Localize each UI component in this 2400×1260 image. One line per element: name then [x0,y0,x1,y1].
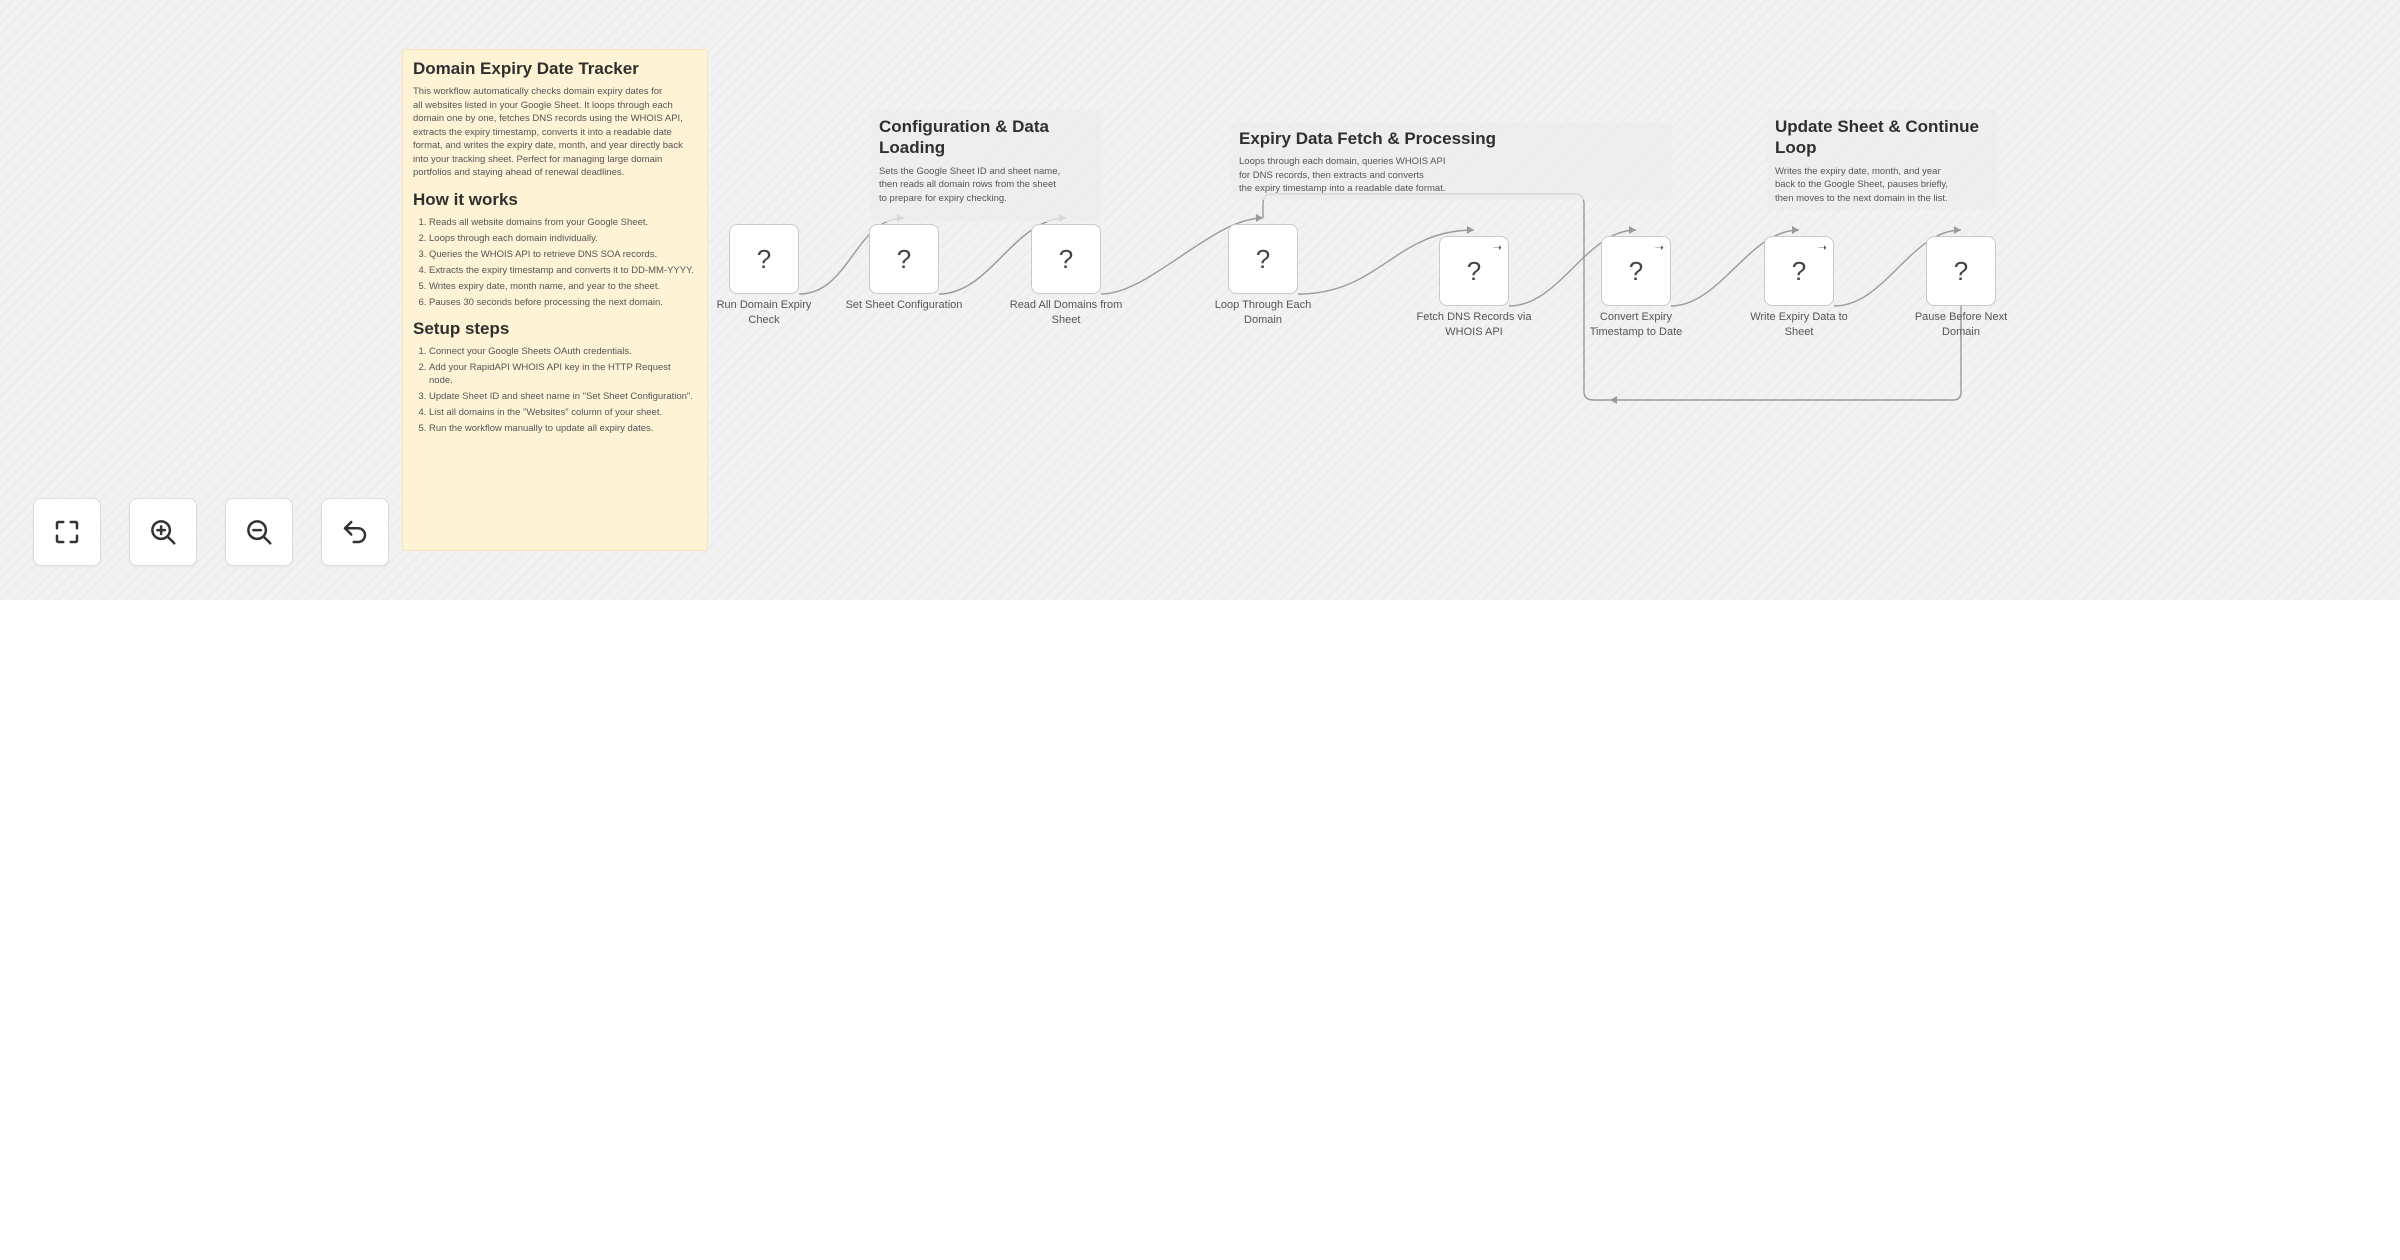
zoom-in-icon [148,517,178,547]
sticky-description: Loops through each domain, queries WHOIS API for DNS records, then extracts and converts the expiry timestamp into a readable date format. [1239,156,1446,195]
edge-arrowhead [1467,226,1474,234]
edge-arrowhead [1792,226,1799,234]
zoom-out-button[interactable] [225,498,293,566]
unknown-node-icon: ? [1466,256,1482,286]
node-label-text: Set Sheet Configuration [845,299,963,311]
node-label-text: Write Expiry Data to Sheet [1750,311,1848,338]
node-label [1193,298,1333,328]
sticky-title: Update Sheet & Continue Loop [1775,117,1980,158]
list-item: 1. Connect your Google Sheets OAuth credentials. [429,345,697,358]
list-item: 5. Run the workflow manually to update all expiry dates. [429,422,697,435]
unknown-node-icon: ? [1791,256,1807,286]
edge-arrowhead [1256,214,1263,222]
node-loop-through-each-domain[interactable] [1228,224,1298,294]
workflow-canvas[interactable] [0,0,2400,600]
node-write-expiry-data[interactable] [1764,236,1834,306]
fullscreen-icon [52,517,82,547]
list-item: 4. Extracts the expiry timestamp and converts it to DD-MM-YYYY. [429,264,697,277]
list-item: 6. Pauses 30 seconds before processing the next domain. [429,296,697,309]
node-label [1729,310,1869,340]
node-fetch-dns-records[interactable] [1439,236,1509,306]
unknown-node-icon: ? [1953,256,1969,286]
node-label [834,298,974,313]
zoom-in-button[interactable] [129,498,197,566]
node-label [1404,310,1544,340]
unknown-node-icon: ? [1255,244,1271,274]
list-item: 3. Update Sheet ID and sheet name in "Set Sheet Configuration". [429,390,697,403]
sticky-note-update-sheet[interactable] [1767,110,1997,210]
how-it-works-heading: How it works [413,189,518,209]
undo-button[interactable] [321,498,389,566]
node-label-text: Loop Through Each Domain [1214,299,1312,326]
unknown-node-icon: ? [756,244,772,274]
how-it-works-list [413,216,697,309]
node-label-text: Read All Domains from Sheet [1009,299,1123,326]
arrow-right-icon: ➝ [1492,242,1502,254]
node-set-sheet-configuration[interactable] [869,224,939,294]
edge-arrowhead [1954,226,1961,234]
arrow-right-icon: ➝ [1817,242,1827,254]
sticky-note-fetch-processing[interactable] [1231,122,1672,200]
sticky-title: Domain Expiry Date Tracker [413,59,639,78]
node-label [694,298,834,328]
setup-steps-list [413,345,697,435]
node-label [1566,310,1706,340]
list-item: 4. List all domains in the "Websites" column of your sheet. [429,406,697,419]
sticky-description: This workflow automatically checks domain expiry dates for all websites listed in your Google Sheet. It loops through each domain one by one, fetches DNS records using the WHOIS API, extracts the expiry timestamp, converts it into a readable date format, and writes the expiry date, month, and year directly back into your tracking sheet. Perfect for managing large domain portfolios and staying ahead of renewal deadlines. [413,86,683,179]
undo-icon [340,517,370,547]
list-item: 1. Reads all website domains from your Google Sheet. [429,216,697,229]
sticky-title: Configuration & Data Loading [879,117,1049,158]
node-label [996,298,1136,328]
setup-steps-heading: Setup steps [413,318,510,338]
list-item: 3. Queries the WHOIS API to retrieve DNS SOA records. [429,248,697,261]
sticky-note-configuration[interactable] [871,110,1101,222]
sticky-note-overview[interactable] [402,49,708,551]
list-item: 2. Loops through each domain individually. [429,232,697,245]
sticky-description: Sets the Google Sheet ID and sheet name, then reads all domain rows from the sheet to prepare for expiry checking. [879,165,1061,204]
unknown-node-icon: ? [1058,244,1074,274]
edge-arrowhead [1610,396,1617,404]
fit-view-button[interactable] [33,498,101,566]
list-item: 5. Writes expiry date, month name, and year to the sheet. [429,280,697,293]
list-item: 2. Add your RapidAPI WHOIS API key in the HTTP Request node. [429,361,697,387]
node-read-all-domains[interactable] [1031,224,1101,294]
node-label-text: Run Domain Expiry Check [716,299,812,326]
zoom-out-icon [244,517,274,547]
node-label-text: Pause Before Next Domain [1914,311,2008,338]
sticky-description: Writes the expiry date, month, and year back to the Google Sheet, pauses briefly, then moves to the next domain in the list. [1775,165,1949,204]
node-convert-expiry-timestamp[interactable] [1601,236,1671,306]
node-label-text: Fetch DNS Records via WHOIS API [1416,311,1532,338]
edge-arrowhead [1629,226,1636,234]
node-label [1891,310,2031,340]
unknown-node-icon: ? [896,244,912,274]
node-label-text: Convert Expiry Timestamp to Date [1589,311,1683,338]
node-pause-before-next-domain[interactable] [1926,236,1996,306]
node-run-domain-expiry-check[interactable] [729,224,799,294]
unknown-node-icon: ? [1628,256,1644,286]
arrow-right-icon: ➝ [1654,242,1664,254]
sticky-title: Expiry Data Fetch & Processing [1239,129,1496,148]
